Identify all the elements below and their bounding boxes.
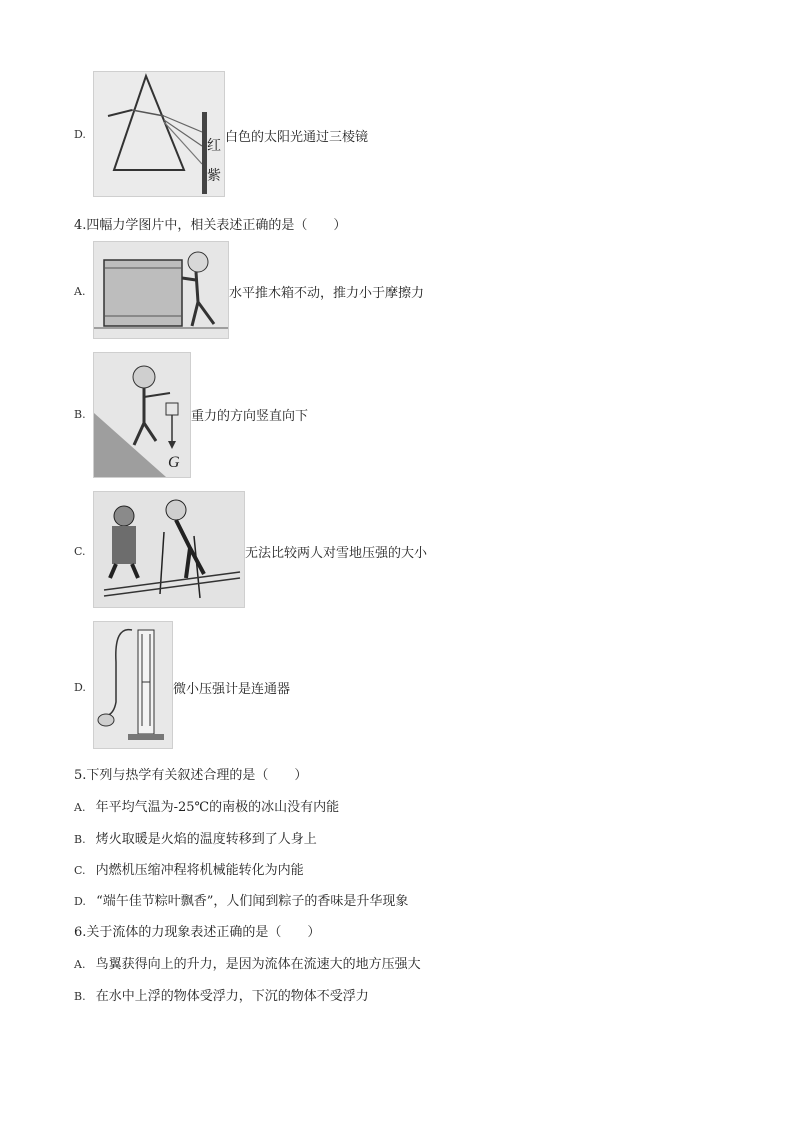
q5-option-b-letter: B. xyxy=(74,833,86,846)
gravity-g-label: G xyxy=(168,454,180,471)
q4-option-b-letter: B. xyxy=(74,408,86,421)
q6-option-b-letter: B. xyxy=(74,990,86,1003)
push-box-figure xyxy=(93,241,229,339)
q6-option-b-text: 在水中上浮的物体受浮力，下沉的物体不受浮力 xyxy=(95,989,369,1004)
q5-option-c-text: 内燃机压缩冲程将机械能转化为内能 xyxy=(95,863,304,878)
q5-option-d-text: “端午佳节粽叶飘香”，人们闻到粽子的香味是升华现象 xyxy=(96,894,409,909)
q6-option-a-letter: A. xyxy=(74,958,86,971)
q4-option-b-text: 重力的方向竖直向下 xyxy=(191,409,309,424)
prism-red-label: 红 xyxy=(207,139,221,154)
q4-option-a-text: 水平推木箱不动，推力小于摩擦力 xyxy=(229,286,425,301)
q5-option-c xyxy=(74,859,304,878)
q4-stem: 4.四幅力学图片中，相关表述正确的是（ ） xyxy=(74,218,347,233)
q6-option-a-text: 鸟翼获得向上的升力，是因为流体在流速大的地方压强大 xyxy=(95,957,421,972)
q5-option-d xyxy=(74,890,408,909)
snow-figure xyxy=(93,491,245,608)
manometer-figure xyxy=(93,621,173,749)
q5-stem: 5.下列与热学有关叙述合理的是（ ） xyxy=(74,768,308,783)
q5-option-d-letter: D. xyxy=(74,895,86,908)
q3-option-d-letter: D. xyxy=(74,128,86,141)
q6-option-a xyxy=(74,953,421,972)
q5-option-b-text: 烤火取暖是火焰的温度转移到了人身上 xyxy=(95,832,317,847)
q4-option-d-letter: D. xyxy=(74,681,86,694)
q5-option-b xyxy=(74,828,317,847)
q3-option-d-text: 白色的太阳光通过三棱镜 xyxy=(225,130,369,145)
q5-option-a-letter: A. xyxy=(74,801,86,814)
q6-stem: 6.关于流体的力现象表述正确的是（ ） xyxy=(74,925,321,940)
q5-option-c-letter: C. xyxy=(74,864,86,877)
q4-option-d-text: 微小压强计是连通器 xyxy=(173,682,291,697)
gravity-figure xyxy=(93,352,191,478)
prism-purple-label: 紫 xyxy=(207,169,221,184)
q4-option-c-letter: C. xyxy=(74,545,86,558)
q5-option-a-text: 年平均气温为-25℃的南极的冰山没有内能 xyxy=(95,800,340,815)
q5-option-a xyxy=(74,796,339,815)
prism-figure xyxy=(93,71,225,197)
q6-option-b xyxy=(74,985,369,1004)
q4-option-c-text: 无法比较两人对雪地压强的大小 xyxy=(245,546,428,561)
q4-option-a-letter: A. xyxy=(74,285,86,298)
